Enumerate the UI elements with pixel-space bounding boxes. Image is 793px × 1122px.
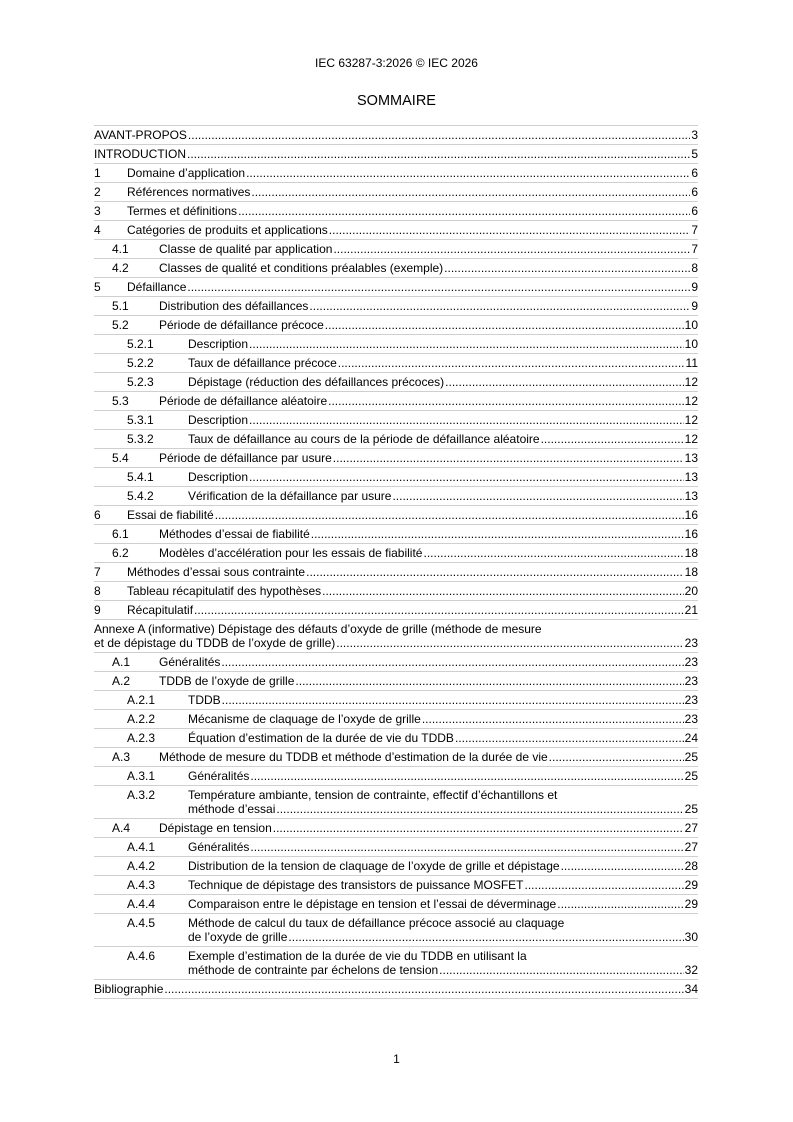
toc-entry-title: méthode de contrainte par échelons de tension: [188, 963, 439, 977]
toc-leader-dots: [541, 432, 684, 446]
toc-entry-title: Technique de dépistage des transistors de puissance MOSFET: [188, 878, 524, 892]
toc-entry-number: 5.4.1: [127, 470, 154, 484]
toc-entry-title: Bibliographie: [94, 982, 164, 996]
toc-entry-page: 11: [685, 356, 698, 370]
toc-entry-number: 5.2.1: [127, 337, 154, 351]
toc-entry-title: Récapitulatif: [127, 603, 194, 617]
toc-entry-page: 27: [684, 840, 698, 854]
toc-entry[interactable]: [94, 709, 698, 728]
toc-leader-dots: [311, 527, 684, 541]
toc-entry-title: Généralités: [188, 769, 250, 783]
toc-leader-dots: [164, 982, 683, 996]
toc-entry[interactable]: [94, 543, 698, 562]
toc-entry-title: Distribution de la tension de claquage de l’oxyde de grille et dépistage: [188, 859, 560, 873]
toc-entry-page: 10: [684, 337, 698, 351]
toc-entry[interactable]: [94, 894, 698, 913]
toc-entry-title: Méthode de calcul du taux de défaillance précoce associé au claquage: [188, 916, 565, 930]
toc-entry-page: 6: [691, 204, 698, 218]
toc-entry-number: 9: [94, 603, 101, 617]
toc-entry-page: 23: [684, 712, 698, 726]
toc-entry-number: 5.3.1: [127, 413, 154, 427]
toc-leader-dots: [221, 655, 683, 669]
toc-entry-page: 24: [684, 731, 698, 745]
toc-leader-dots: [187, 280, 690, 294]
toc-leader-dots: [187, 147, 690, 161]
toc-entry-title: Dépistage en tension: [159, 821, 272, 835]
toc-entry-title: Comparaison entre le dépistage en tension et l’essai de déverminage: [188, 897, 557, 911]
toc-entry-number: A.2.3: [127, 731, 156, 745]
toc-entry-page: 12: [684, 432, 698, 446]
toc-entry-page: 9: [691, 280, 698, 294]
toc-leader-dots: [423, 546, 683, 560]
toc-entry-page: 7: [691, 242, 698, 256]
toc-leader-dots: [188, 128, 690, 142]
toc-entry[interactable]: [94, 690, 698, 709]
toc-leader-dots: [561, 859, 684, 873]
toc-entry-page: 6: [691, 185, 698, 199]
toc-entry[interactable]: [94, 144, 698, 163]
toc-entry[interactable]: [94, 505, 698, 524]
toc-entry[interactable]: [94, 334, 698, 353]
toc-leader-dots: [336, 636, 683, 650]
toc-leader-dots: [422, 712, 684, 726]
toc-entry-title: Méthode de mesure du TDDB et méthode d’estimation de la durée de vie: [159, 750, 548, 764]
toc-entry-number: A.3.1: [127, 769, 156, 783]
toc-entry-page: 18: [684, 565, 698, 579]
toc-entry-number: A.3.2: [127, 788, 156, 802]
toc-leader-dots: [194, 603, 684, 617]
toc-entry-page: 16: [684, 508, 698, 522]
document-header: IEC 63287-3:2026 © IEC 2026: [315, 56, 478, 70]
toc-entry-page: 28: [684, 859, 698, 873]
toc-leader-dots: [250, 840, 683, 854]
toc-entry-page: 25: [684, 750, 698, 764]
toc-entry-number: A.1: [112, 655, 131, 669]
toc-entry-title: Description: [188, 413, 249, 427]
toc-entry-number: A.4.1: [127, 840, 156, 854]
toc-leader-dots: [249, 337, 684, 351]
toc-entry-title: de l’oxyde de grille: [188, 930, 288, 944]
toc-leader-dots: [250, 769, 683, 783]
toc-entry-title: Domaine d’application: [127, 166, 246, 180]
toc-entry[interactable]: [94, 277, 698, 296]
toc-leader-dots: [557, 897, 683, 911]
toc-entry-page: 23: [684, 655, 698, 669]
toc-entry[interactable]: [94, 619, 698, 652]
toc-entry-page: 25: [684, 802, 698, 816]
toc-entry-title: Distribution des défaillances: [159, 299, 309, 313]
toc-entry-number: 5.3: [112, 394, 129, 408]
toc-leader-dots: [306, 565, 684, 579]
toc-leader-dots: [322, 584, 684, 598]
toc-entry-number: A.2.2: [127, 712, 156, 726]
toc-entry-page: 12: [684, 394, 698, 408]
toc-entry-title: Exemple d’estimation de la durée de vie du TDDB en utilisant la: [188, 949, 527, 963]
toc-entry[interactable]: [94, 728, 698, 747]
toc-entry[interactable]: [94, 391, 698, 410]
toc-entry-title: TDDB de l’oxyde de grille: [159, 674, 295, 688]
page-title: SOMMAIRE: [357, 93, 436, 109]
toc-entry-number: 6.2: [112, 546, 129, 560]
toc-entry-number: 6: [94, 508, 101, 522]
toc-entry-title: Taux de défaillance précoce: [188, 356, 337, 370]
toc-entry[interactable]: [94, 837, 698, 856]
toc-leader-dots: [276, 802, 683, 816]
toc-entry-title: Classes de qualité et conditions préalables (exemple): [159, 261, 444, 275]
toc-entry-number: 7: [94, 565, 101, 579]
toc-entry-title: Classe de qualité par application: [159, 242, 333, 256]
toc-entry-page: 13: [684, 470, 698, 484]
toc-leader-dots: [328, 394, 684, 408]
toc-entry-page: 13: [684, 489, 698, 503]
toc-entry[interactable]: [94, 353, 698, 372]
toc-entry-page: 21: [684, 603, 698, 617]
toc-entry[interactable]: [94, 913, 698, 946]
toc-entry-page: 13: [684, 451, 698, 465]
toc-entry[interactable]: [94, 448, 698, 467]
toc-leader-dots: [549, 750, 684, 764]
toc-entry-title: TDDB: [188, 693, 221, 707]
toc-entry-title: Modèles d’accélération pour les essais de fiabilité: [159, 546, 423, 560]
toc-entry-title: Période de défaillance par usure: [159, 451, 332, 465]
toc-entry-page: 8: [691, 261, 698, 275]
toc-entry[interactable]: [94, 946, 698, 979]
toc-entry[interactable]: [94, 372, 698, 391]
toc-entry-title: Méthodes d’essai sous contrainte: [127, 565, 306, 579]
toc-leader-dots: [455, 731, 684, 745]
toc-entry-title: Équation d’estimation de la durée de vie du TDDB: [188, 731, 454, 745]
toc-entry-number: 5.2.2: [127, 356, 154, 370]
toc-entry-title: Généralités: [159, 655, 221, 669]
toc-entry-number: 4.1: [112, 242, 129, 256]
toc-leader-dots: [392, 489, 683, 503]
toc-entry-page: 23: [684, 693, 698, 707]
toc-entry-title: Température ambiante, tension de contrainte, effectif d’échantillons et: [188, 788, 558, 802]
toc-leader-dots: [525, 878, 684, 892]
toc-entry-title: méthode d’essai: [188, 802, 276, 816]
toc-entry-number: 6.1: [112, 527, 129, 541]
toc-entry-page: 23: [684, 674, 698, 688]
toc-entry-number: 2: [94, 185, 101, 199]
toc-entry-title: INTRODUCTION: [94, 147, 186, 161]
toc-entry[interactable]: [94, 875, 698, 894]
toc-entry-page: 12: [684, 375, 698, 389]
table-of-contents: [94, 125, 698, 999]
toc-entry[interactable]: [94, 979, 698, 999]
toc-entry-number: 5.2: [112, 318, 129, 332]
toc-entry[interactable]: [94, 671, 698, 690]
toc-entry[interactable]: [94, 182, 698, 201]
toc-entry[interactable]: [94, 467, 698, 486]
toc-leader-dots: [249, 470, 684, 484]
toc-entry-page: 16: [684, 527, 698, 541]
toc-entry-number: A.2.1: [127, 693, 156, 707]
toc-entry[interactable]: [94, 239, 698, 258]
toc-entry-title: Essai de fiabilité: [127, 508, 214, 522]
toc-leader-dots: [444, 261, 690, 275]
toc-entry-page: 18: [684, 546, 698, 560]
toc-entry-title: Catégories de produits et applications: [127, 223, 328, 237]
toc-entry-number: A.4.3: [127, 878, 156, 892]
toc-entry-page: 12: [684, 413, 698, 427]
toc-leader-dots: [251, 185, 690, 199]
toc-entry-number: 5.3.2: [127, 432, 154, 446]
toc-entry-title: AVANT-PROPOS: [94, 128, 187, 142]
toc-entry-page: 25: [684, 769, 698, 783]
toc-entry-title: et de dépistage du TDDB de l’oxyde de grille): [94, 636, 336, 650]
toc-entry-number: A.3: [112, 750, 131, 764]
toc-entry-number: 4.2: [112, 261, 129, 275]
toc-entry-title: Vérification de la défaillance par usure: [188, 489, 392, 503]
toc-entry[interactable]: [94, 201, 698, 220]
toc-entry-page: 32: [684, 963, 698, 977]
toc-entry[interactable]: [94, 315, 698, 334]
toc-entry-title: Généralités: [188, 840, 250, 854]
toc-entry-page: 5: [691, 147, 698, 161]
toc-entry[interactable]: [94, 163, 698, 182]
toc-entry-number: A.4.2: [127, 859, 156, 873]
toc-entry-page: 6: [691, 166, 698, 180]
toc-entry[interactable]: [94, 486, 698, 505]
toc-leader-dots: [338, 356, 685, 370]
toc-leader-dots: [445, 375, 683, 389]
toc-entry-title: Description: [188, 470, 249, 484]
toc-entry-title: Tableau récapitulatif des hypothèses: [127, 584, 322, 598]
toc-entry[interactable]: [94, 524, 698, 543]
toc-entry-title: Annexe A (informative) Dépistage des défauts d’oxyde de grille (méthode de mesure: [94, 622, 542, 636]
toc-leader-dots: [325, 318, 684, 332]
toc-entry[interactable]: [94, 856, 698, 875]
toc-entry[interactable]: [94, 258, 698, 277]
toc-entry-page: 30: [684, 930, 698, 944]
toc-leader-dots: [333, 451, 684, 465]
toc-entry-number: A.2: [112, 674, 131, 688]
toc-entry-number: 5.2.3: [127, 375, 154, 389]
toc-entry-title: Défaillance: [127, 280, 187, 294]
toc-leader-dots: [288, 930, 683, 944]
toc-leader-dots: [329, 223, 691, 237]
toc-entry-number: 8: [94, 584, 101, 598]
toc-entry-title: Dépistage (réduction des défaillances précoces): [188, 375, 445, 389]
toc-entry[interactable]: [94, 429, 698, 448]
toc-entry-page: 23: [684, 636, 698, 650]
toc-entry[interactable]: [94, 562, 698, 581]
toc-leader-dots: [222, 693, 684, 707]
toc-entry-title: Références normatives: [127, 185, 251, 199]
toc-entry-number: A.4.4: [127, 897, 156, 911]
toc-entry-title: Période de défaillance précoce: [159, 318, 324, 332]
toc-leader-dots: [215, 508, 684, 522]
toc-entry-title: Période de défaillance aléatoire: [159, 394, 328, 408]
toc-entry-title: Termes et définitions: [127, 204, 238, 218]
toc-entry-page: 7: [691, 223, 698, 237]
toc-entry-number: A.4.5: [127, 916, 156, 930]
toc-entry-number: A.4: [112, 821, 131, 835]
toc-entry-page: 20: [684, 584, 698, 598]
toc-entry[interactable]: [94, 600, 698, 619]
toc-leader-dots: [246, 166, 690, 180]
toc-leader-dots: [295, 674, 683, 688]
toc-entry-number: 1: [94, 166, 101, 180]
toc-entry[interactable]: [94, 652, 698, 671]
toc-entry-page: 27: [684, 821, 698, 835]
toc-entry[interactable]: [94, 125, 698, 144]
toc-entry-title: Méthodes d’essai de fiabilité: [159, 527, 310, 541]
toc-entry-page: 3: [691, 128, 698, 142]
toc-leader-dots: [333, 242, 690, 256]
toc-leader-dots: [439, 963, 683, 977]
toc-entry[interactable]: [94, 747, 698, 766]
toc-entry[interactable]: [94, 766, 698, 785]
toc-entry-number: 5.4.2: [127, 489, 154, 503]
toc-entry-page: 9: [691, 299, 698, 313]
toc-entry-number: 5.1: [112, 299, 129, 313]
toc-leader-dots: [309, 299, 690, 313]
toc-entry[interactable]: [94, 296, 698, 315]
toc-leader-dots: [238, 204, 690, 218]
toc-entry-number: A.4.6: [127, 949, 156, 963]
toc-entry-page: 34: [684, 982, 698, 996]
toc-entry-number: 5.4: [112, 451, 129, 465]
toc-entry-title: Description: [188, 337, 249, 351]
toc-leader-dots: [273, 821, 684, 835]
toc-entry-page: 29: [684, 897, 698, 911]
toc-entry-number: 4: [94, 223, 101, 237]
toc-entry[interactable]: [94, 785, 698, 818]
toc-entry-page: 10: [684, 318, 698, 332]
toc-entry[interactable]: [94, 410, 698, 429]
toc-entry-page: 29: [684, 878, 698, 892]
toc-entry-number: 5: [94, 280, 101, 294]
toc-leader-dots: [249, 413, 684, 427]
toc-entry-number: 3: [94, 204, 101, 218]
toc-entry[interactable]: [94, 818, 698, 837]
toc-entry[interactable]: [94, 220, 698, 239]
toc-entry-title: Mécanisme de claquage de l’oxyde de grille: [188, 712, 421, 726]
page-number: 1: [393, 1052, 400, 1066]
toc-entry-title: Taux de défaillance au cours de la période de défaillance aléatoire: [188, 432, 540, 446]
toc-entry[interactable]: [94, 581, 698, 600]
